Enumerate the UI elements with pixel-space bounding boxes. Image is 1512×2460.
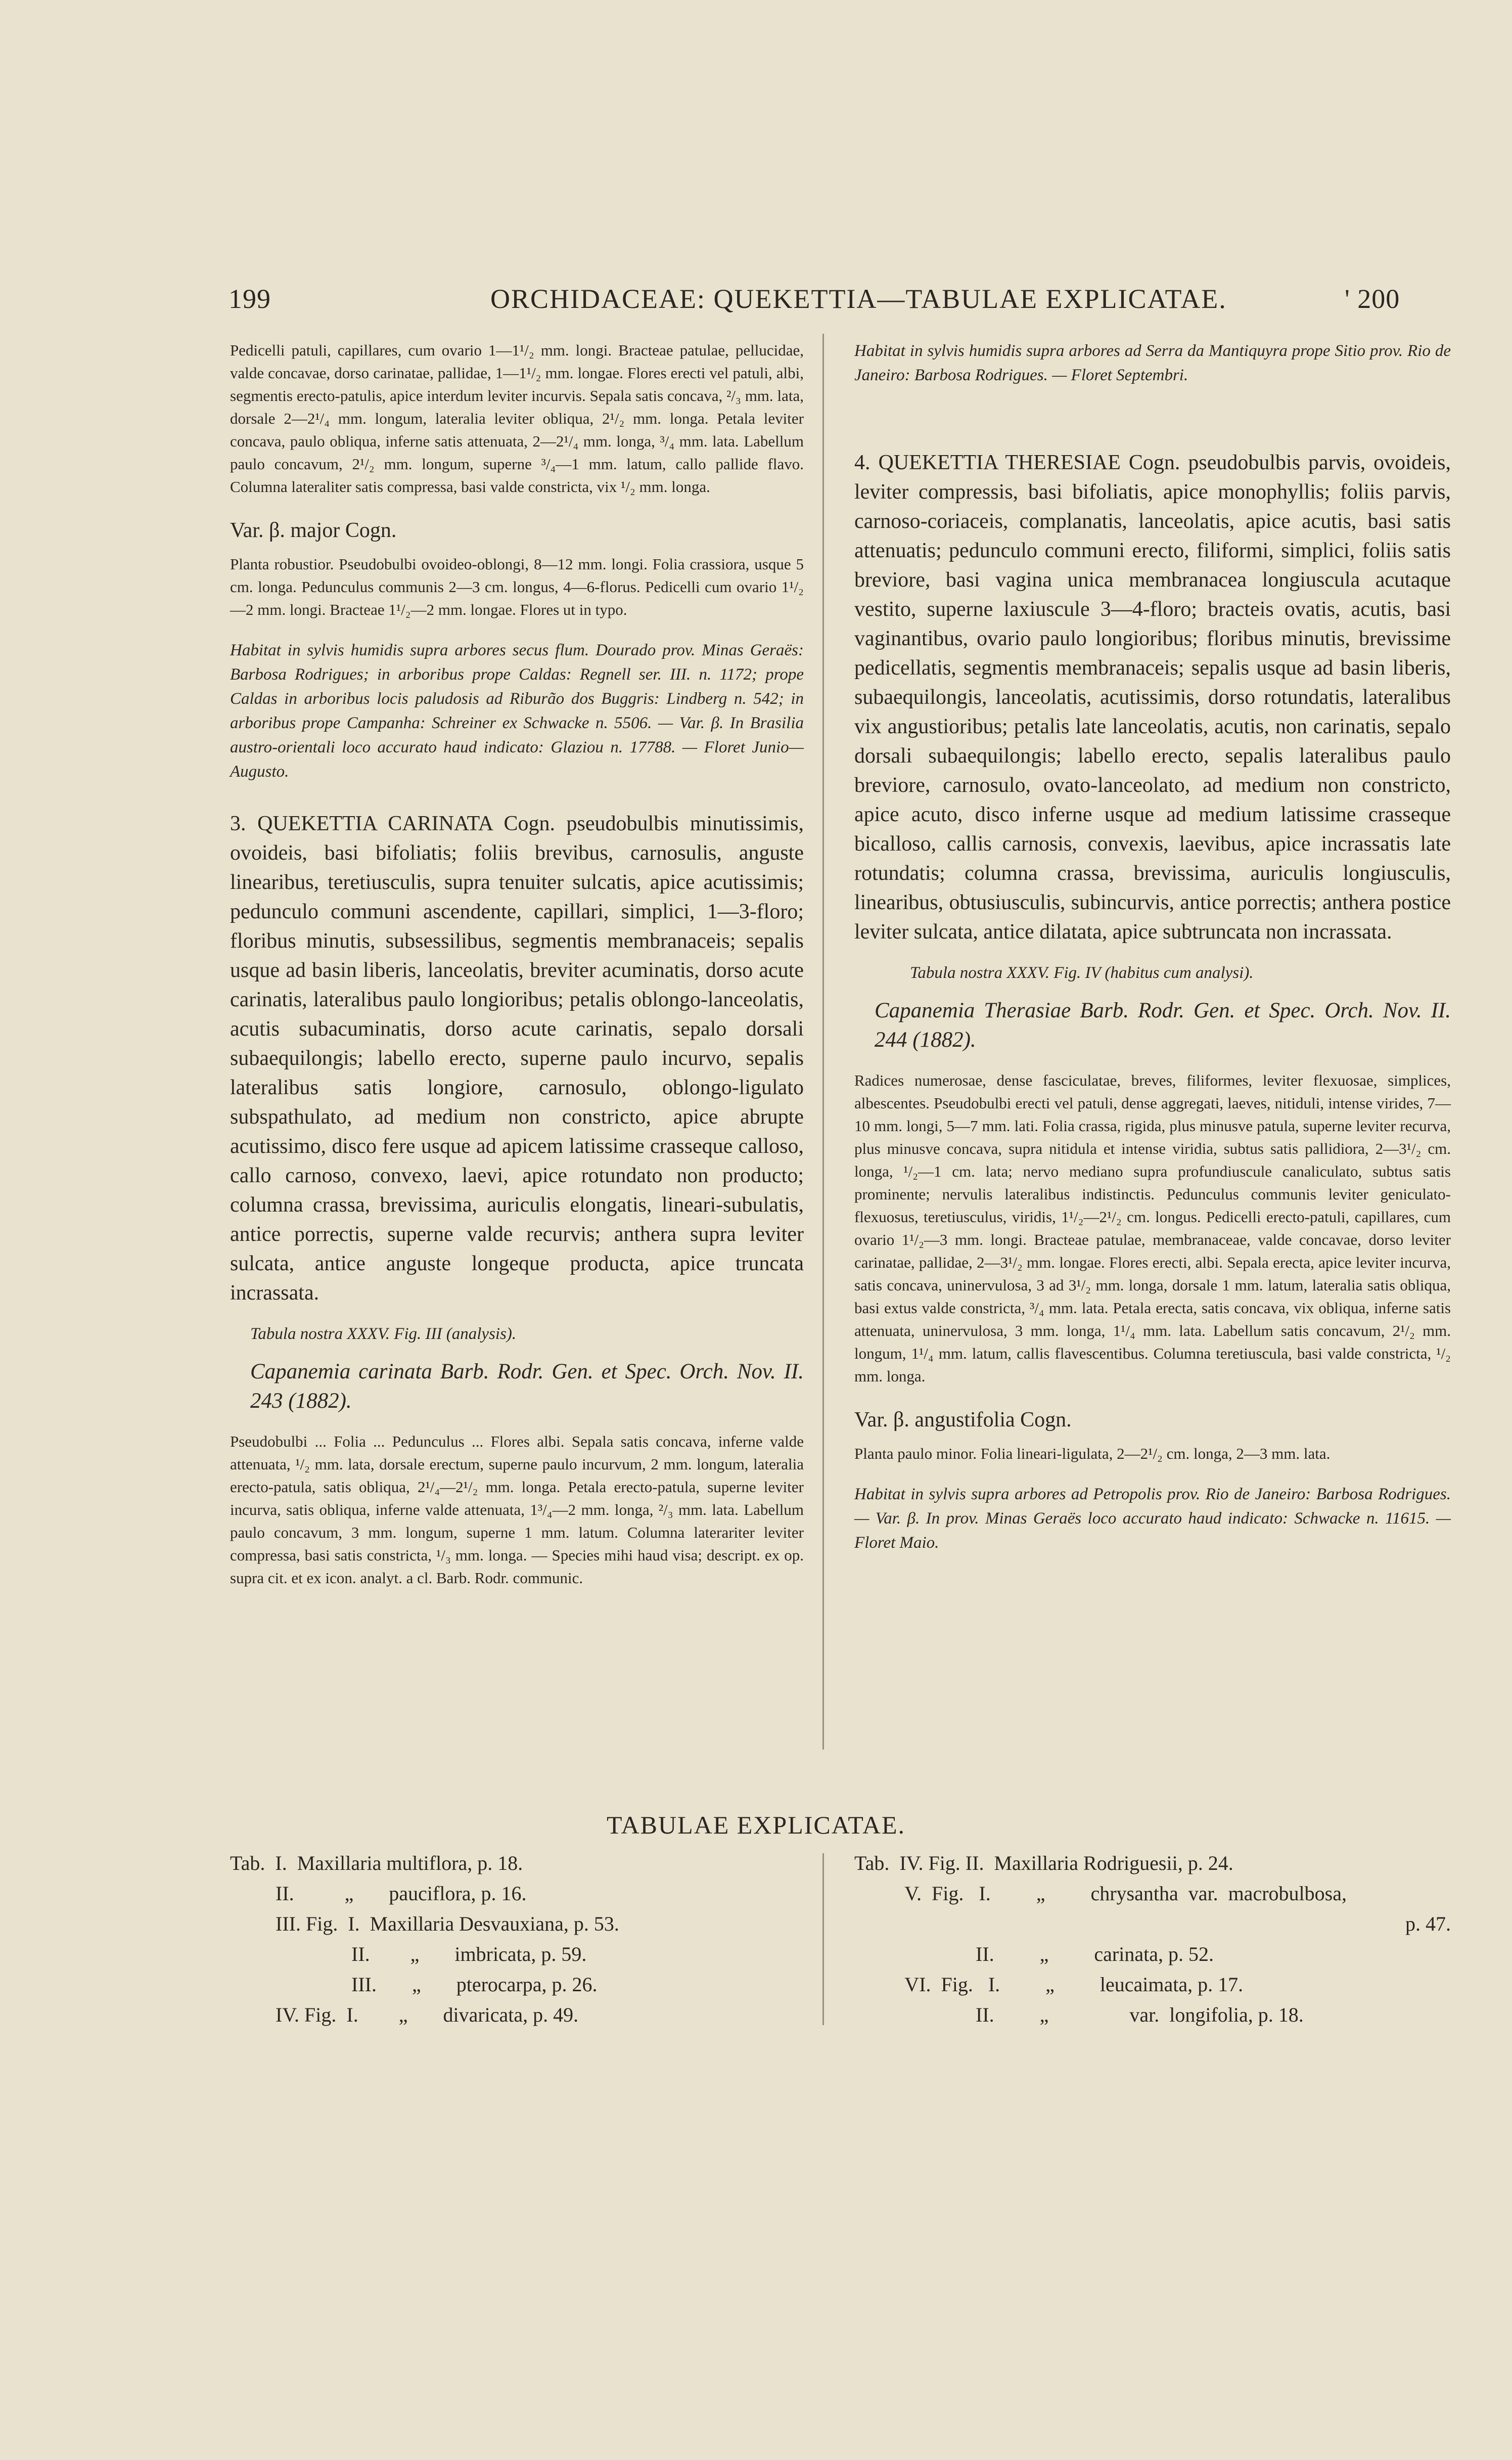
tabulae-row: Tab. IV. Fig. II. Maxillaria Rodriguesii, p. 24. xyxy=(854,1852,1233,1874)
tabulae-row: IV. Fig. I. „ divaricata, p. 49. xyxy=(230,2003,579,2026)
tabulae-row: V. Fig. I. „ chrysantha var. macrobulbosa, xyxy=(854,1882,1347,1905)
right-habitat: Habitat in sylvis humidis supra arbores ad Serra da Mantiquyra prope Sitio prov. Rio de Janeiro: Barbosa Rodrigues. — Floret Septembri. xyxy=(854,342,1451,384)
tabulae-row: II. „ carinata, p. 52. xyxy=(854,1943,1214,1965)
left-variety-heading: Var. β. major Cogn. xyxy=(230,519,397,542)
right-variety-heading: Var. β. angustifolia Cogn. xyxy=(854,1408,1072,1432)
tabulae-title: TABULAE EXPLICATAE. xyxy=(606,1811,906,1839)
species-3-description: 3. QUEKETTIA CARINATA Cogn. pseudobulbis minutissimis, ovoideis, basi bifoliatis; foliis brevibus, carnosulis, anguste linearibus, teretiusculis, supra tenuiter sulcatis, apice acutissimis; pedunculo communi ascendente, capillari, simplici, 1—3-floro; floribus minutis, subsessilibus, segmentis membranaceis; sepalis usque ad basin liberis, lanceolatis, breviter acuminatis, dorso acute carinatis, lateralibus paulo longioribus; petalis oblongo-lanceolatis, acutis subacuminatis, dorso acute carinatis, sepalo dorsali subaequilongis; labello erecto, superne paulo incurvo, sepalis lateralibus satis longiore, carnosulo, oblongo-ligulato subspathulato, ad medium non constricto, apice abrupte acutissimo, disco fere usque ad apicem latissime crasseque calloso, callo carnoso, convexo, laevi, apice rotundato non producto; columna crassa, brevissima, auriculis elongatis, lineari-subulatis, antice porrectis, superne valde recurvis; anthera supra leviter sulcata, antice anguste longeque producta, apice truncata incrassata. xyxy=(230,812,804,1305)
tabulae-row: II. „ pauciflora, p. 16. xyxy=(230,1882,527,1905)
species-4-synonym: Capanemia Therasiae Barb. Rodr. Gen. et Spec. Orch. Nov. II. 244 (1882). xyxy=(875,999,1451,1052)
tabulae-row: II. „ imbricata, p. 59. xyxy=(230,1943,587,1965)
tabulae-left xyxy=(230,1848,786,2030)
tabulae-right xyxy=(854,1848,1451,2030)
column-divider xyxy=(822,334,824,1750)
tabulae-row: II. „ var. longifolia, p. 18. xyxy=(854,2003,1304,2026)
left-description-continued: Pedicelli patuli, capillares, cum ovario 1—1¹/₂ mm. longi. Bracteae patulae, pellucidae, valde concavae, dorso carinatae, pallidae, 1—1¹/₂ mm. longae. Flores erecti vel patuli, albi, segmentis erecto-patulis, apice interdum leviter incurvis. Sepala satis concava, ²/₃ mm. lata, dorsale 2—2¹/₄ mm. longum, lateralia leviter obliqua, 2¹/₂ mm. longa. Petala leviter concava, paulo obliqua, inferne satis attenuata, 2—2¹/₄ mm. longa, ³/₄ mm. lata. Labellum paulo concavum, 2¹/₂ mm. longum, superne ³/₄—1 mm. latum, callo pallide flavo. Columna lateraliter satis compressa, basi valde constricta, vix ¹/₂ mm. longa. xyxy=(230,341,804,496)
tabulae-row: Tab. I. Maxillaria multiflora, p. 18. xyxy=(230,1852,523,1874)
species-3-synonym: Capanemia carinata Barb. Rodr. Gen. et Spec. Orch. Nov. II. 243 (1882). xyxy=(250,1360,804,1413)
tabulae-row: p. 47. xyxy=(1405,1912,1451,1935)
tabulae-row: III. „ pterocarpa, p. 26. xyxy=(230,1973,598,1996)
left-variety-description: Planta robustior. Pseudobulbi ovoideo-oblongi, 8—12 mm. longi. Folia crassiora, usque 5 cm. longa. Pedunculus communis 2—3 cm. longus, 4—6-florus. Pedicelli cum ovario 1¹/₂—2 mm. longi. Bracteae 1¹/₂—2 mm. longae. Flores ut in typo. xyxy=(230,555,804,618)
species-3-details: Pseudobulbi ... Folia ... Pedunculus ... Flores albi. Sepala satis concava, inferne valde attenuata, ¹/₂ mm. lata, dorsale erectum, superne paulo incurvum, 2 mm. longum, lateralia erecto-patula, satis obliqua, 2¹/₄—2¹/₂ mm. longa. Petala erecto-patula, superne leviter incurva, satis obliqua, inferne valde attenuata, 1³/₄—2 mm. longa, ²/₃ mm. lata. Labellum paulo concavum, 3 mm. longum, superne 1 mm. latum. Columna laterariter leviter compressa, basi satis constricta, ¹/₃ mm. longa. — Species mihi haud visa; descript. ex op. supra cit. et ex icon. analyt. a cl. Barb. Rodr. communic. xyxy=(230,1433,804,1587)
right-column xyxy=(854,339,1451,1555)
species-3-plate-ref: Tabula nostra XXXV. Fig. III (analysis). xyxy=(250,1325,517,1343)
page-title: ORCHIDACEAE: QUEKETTIA—TABULAE EXPLICATAE. xyxy=(490,284,1227,314)
species-4-description: 4. QUEKETTIA THERESIAE Cogn. pseudobulbis parvis, ovoideis, leviter compressis, basi bifoliatis, apice monophyllis; foliis parvis, carnoso-coriaceis, complanatis, lanceolatis, apice acutis, basi satis attenuatis; pedunculo communi erecto, filiformi, simplici, foliis satis breviore, basi vagina unica membranacea longiuscula acutaque vestito, superne laxiuscule 3—4-floro; bracteis ovatis, acutis, basi vaginantibus, ovario paulo longioribus; floribus minutis, brevissime pedicellatis, segmentis membranaceis; sepalis usque ad basin liberis, subaequilongis, lanceolatis, acutissimis, dorso rotundatis, lateralibus vix angustioribus; petalis late lanceolatis, acutis, non carinatis, sepalo dorsali subaequilongis; labello erecto, sepalis lateralibus paulo breviore, carnosulo, ovato-lanceolato, ad medium non constricto, apice acuto, disco inferne usque ad medium latissime crasseque bicalloso, callis carnosis, convexis, laevibus, apice incrassatis late rotundatis; columna crassa, brevissima, auriculis longiusculis, linearibus, obtusiusculis, subincurvis, antice porrectis; anthera postice leviter sulcata, antice dilatata, apice subtruncata non incrassata. xyxy=(854,451,1451,944)
right-variety-description: Planta paulo minor. Folia lineari-ligulata, 2—2¹/₂ cm. longa, 2—3 mm. lata. xyxy=(854,1445,1331,1462)
species-4-details: Radices numerosae, dense fasciculatae, breves, filiformes, leviter flexuosae, simplices, albescentes. Pseudobulbi erecti vel patuli, dense aggregati, laeves, nitiduli, intense virides, 7—10 mm. longi, 5—7 mm. lati. Folia crassa, rigida, plus minusve patula, superne leviter recurva, plus minusve concava, supra nitidula et intense viridia, subtus satis pallidiora, 2—3¹/₂ cm. longa, ¹/₂—1 cm. lata; nervo mediano supra profundiuscule canaliculato, subtus satis prominente; nervulis lateralibus indistinctis. Pedunculus communis leviter geniculato-flexuosus, teretiusculus, viridis, 1¹/₂—2¹/₂ cm. longus. Pedicelli erecto-patuli, capillares, cum ovario 1¹/₂—3 mm. longi. Bracteae patulae, membranaceae, valde concavae, dorso leviter carinatae, pallidae, 2—3¹/₂ mm. longae. Flores erecti, albi. Sepala erecta, apice leviter incurva, satis concava, uninervulosa, 3 ad 3¹/₂ mm. longa, dorsale 1 mm. latum, lateralia satis obliqua, basi extus valde constricta, ³/₄ mm. lata. Petala erecta, satis concava, vix obliqua, inferne satis attenuata, uninervulosa, 3 mm. longa, 1¹/₄ mm. lata. Labellum satis concavum, 2¹/₂ mm. longum, 1¹/₄ mm. latum, callis flavescentibus. Columna teretiuscula, basi valde constricta, ¹/₂ mm. longa. xyxy=(854,1071,1451,1385)
left-habitat: Habitat in sylvis humidis supra arbores secus flum. Dourado prov. Minas Geraës: Barbosa Rodrigues; in arboribus prope Caldas: Regnell ser. III. n. 1172; prope Caldas in arboribus locis paludosis ad Riburão dos Buggris: Lindberg n. 542; in arboribus prope Campanha: Schreiner ex Schwacke n. 5506. — Var. β. In Brasilia austro-orientali loco accurato haud indicato: Glaziou n. 17788. — Floret Junio—Augusto. xyxy=(230,641,804,781)
species-4-plate-ref: Tabula nostra XXXV. Fig. IV (habitus cum analysi). xyxy=(910,964,1254,982)
tabulae-row: VI. Fig. I. „ leucaimata, p. 17. xyxy=(854,1973,1244,1996)
left-column xyxy=(230,339,804,1589)
page-number-left: 199 xyxy=(228,284,271,314)
right-habitat-2: Habitat in sylvis supra arbores ad Petropolis prov. Rio de Janeiro: Barbosa Rodrigues. — Var. β. In prov. Minas Geraës loco accurato haud indicato: Schwacke n. 11615. — Floret Maio. xyxy=(854,1485,1451,1552)
tabulae-divider xyxy=(822,1853,824,2025)
tabulae-row: III. Fig. I. Maxillaria Desvauxiana, p. 53. xyxy=(230,1912,619,1935)
page-number-right: ' 200 xyxy=(1345,284,1400,314)
